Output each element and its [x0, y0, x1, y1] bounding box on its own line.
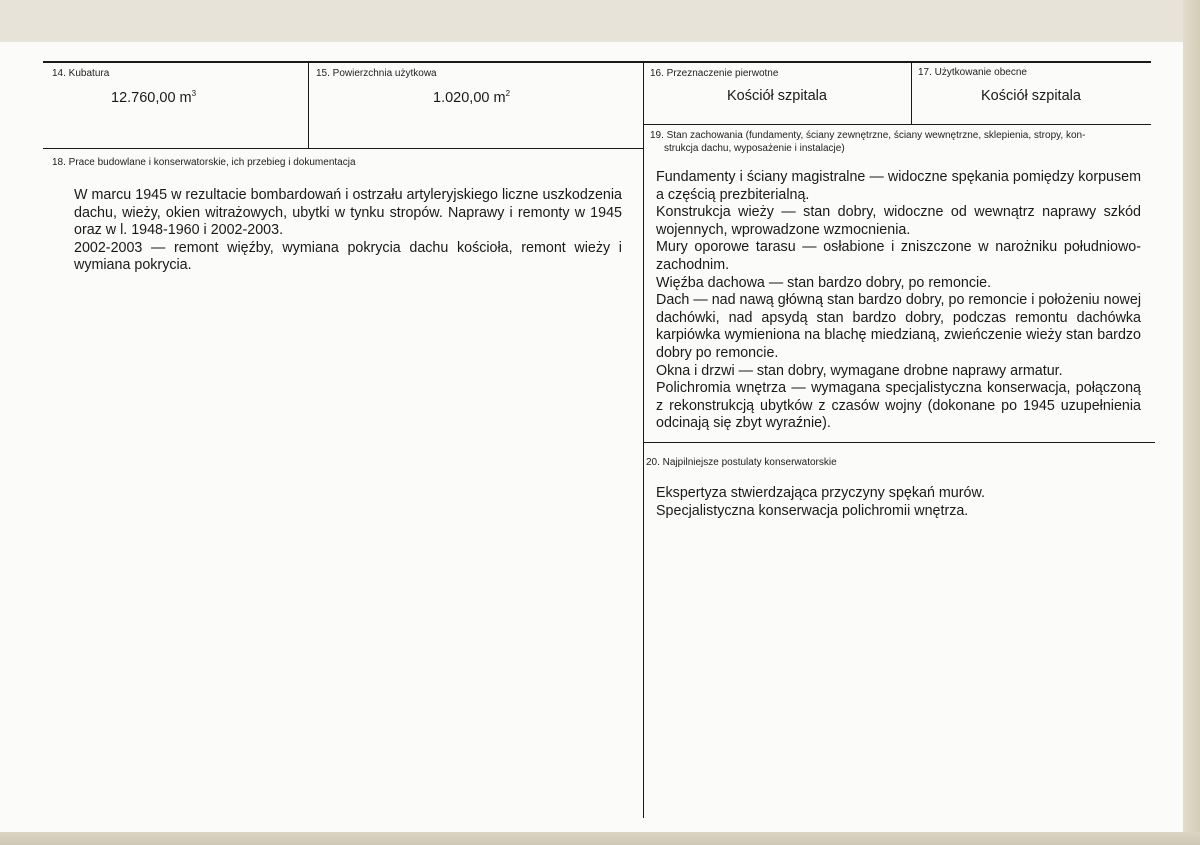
przeznaczenie-label: 16. Przeznaczenie pierwotne [650, 68, 779, 79]
postulaty-paragraph-2: Specjalistyczna konserwacja polichromii wnętrza. [656, 502, 969, 519]
stan-paragraph-3: Mury oporowe tarasu — osłabione i zniszczone w narożniku południowo-zachodnim. [656, 239, 1141, 273]
stan-paragraph-4: Więźba dachowa — stan bardzo dobry, po remoncie. [656, 274, 992, 291]
paper-edge-bottom [0, 832, 1200, 845]
prace-paragraph-1: W marcu 1945 w rezultacie bombardowań i ostrzału artyleryjskiego liczne uszkodzenia dachu, wieży, okien witrażowych, ubytki w tynku stropów. Naprawy i remonty w 1945 oraz w l. 1948-1960 i 2002-2003. [74, 187, 622, 239]
przeznaczenie-value: Kościół szpitala [727, 88, 827, 104]
stan-zachowania-label-line2: strukcja dachu, wyposażenie i instalacje) [664, 143, 845, 154]
line-above-20 [643, 442, 1155, 443]
stan-paragraph-7: Polichromia wnętrza — wymagana specjalistyczna konserwacja, połączoną z rekonstrukcją ubytków z czasów wojny (dokonane po 1945 uzupełnienia odcinają się zbyt wyraźnie). [656, 380, 1141, 432]
top-border-line [43, 61, 1151, 63]
divider-16-17 [911, 62, 912, 124]
stan-paragraph-2: Konstrukcja wieży — stan dobry, widoczne od wewnątrz naprawy szkód wojennych, wprowadzone wzmocnienia. [656, 204, 1141, 238]
stan-zachowania-text [656, 169, 1141, 433]
kubatura-label: 14. Kubatura [52, 68, 110, 79]
paper-edge-right [1183, 0, 1200, 845]
postulaty-paragraph-1: Ekspertyza stwierdzająca przyczyny spękań murów. [656, 485, 985, 501]
postulaty-text [656, 485, 1141, 520]
kubatura-value: 12.760,00 $m^3$ [111, 89, 197, 106]
uzytkowanie-label: 17. Użytkowanie obecne [918, 67, 1027, 78]
stan-paragraph-1: Fundamenty i ściany magistralne — widoczne spękania pomiędzy korpusem a częścią prezbiterialną. [656, 169, 1141, 203]
main-column-divider [643, 62, 644, 818]
stan-zachowania-label [650, 129, 1150, 155]
divider-14-15 [308, 62, 309, 149]
prace-budowlane-text [74, 187, 622, 275]
postulaty-label: 20. Najpilniejsze postulaty konserwatorskie [646, 457, 837, 468]
uzytkowanie-value: Kościół szpitala [981, 88, 1081, 104]
line-under-16-17 [643, 124, 1151, 125]
line-above-18 [43, 148, 644, 149]
stan-zachowania-label-line1: 19. Stan zachowania (fundamenty, ściany zewnętrzne, ściany wewnętrzne, sklepienia, stropy, kon- [650, 130, 1086, 141]
prace-budowlane-label: 18. Prace budowlane i konserwatorskie, ich przebieg i dokumentacja [52, 157, 356, 168]
stan-paragraph-5: Dach — nad nawą główną stan bardzo dobry, po remoncie i położeniu nowej dachówki, nad apsydą stan bardzo dobry, podczas remontu dachówka karpiówka wymieniona na blachę miedzianą, zwieńczenie wieży stan bardzo dobry po remoncie. [656, 292, 1141, 361]
stan-paragraph-6: Okna i drzwi — stan dobry, wymagane drobne naprawy armatur. [656, 362, 1063, 379]
powierzchnia-label: 15. Powierzchnia użytkowa [316, 68, 437, 79]
powierzchnia-value: 1.020,00 $m^2$ [433, 89, 511, 106]
prace-paragraph-2: 2002-2003 — remont więźby, wymiana pokrycia dachu kościoła, remont wieży i wymiana pokrycia. [74, 239, 622, 274]
